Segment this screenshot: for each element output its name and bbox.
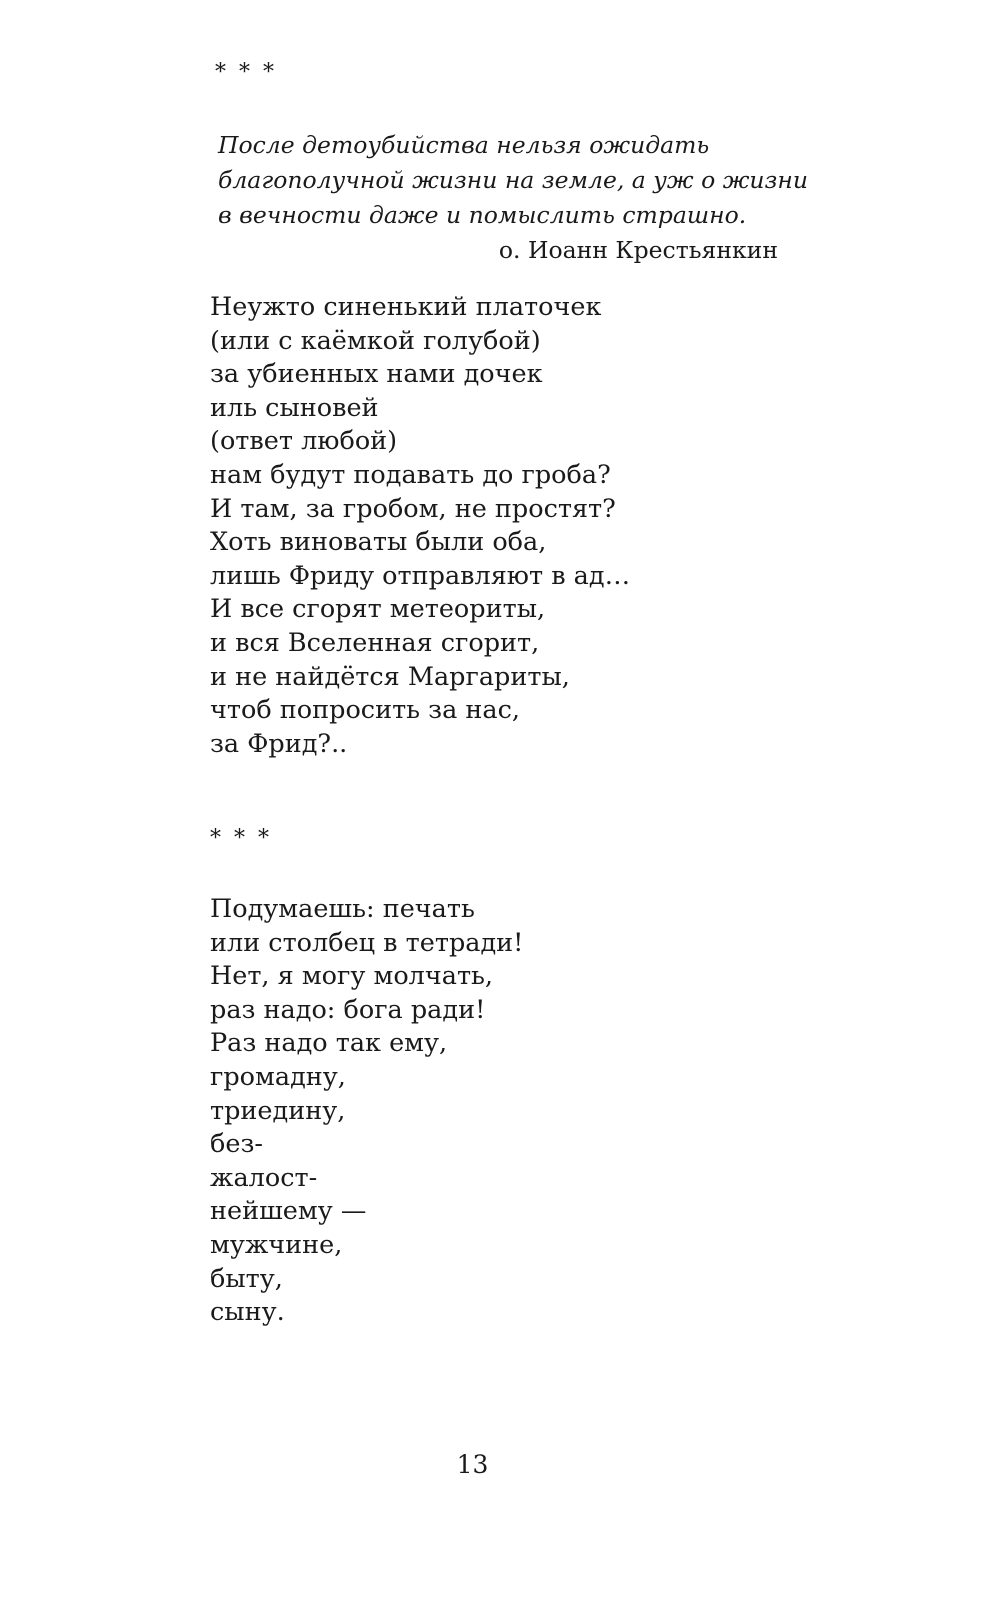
poem-line: (ответ любой)	[210, 426, 398, 457]
poem-line: за Фрид?..	[210, 728, 348, 759]
section-separator: * * *	[210, 826, 272, 851]
poem-line: нам будут подавать до гроба?	[210, 459, 611, 490]
poem-line: (или с каёмкой голубой)	[210, 325, 541, 356]
page-number: 13	[456, 1450, 489, 1479]
poem-line: триедину,	[210, 1095, 346, 1126]
poem-line: и не найдётся Маргариты,	[210, 661, 570, 692]
poem-line: нейшему —	[210, 1196, 367, 1227]
poem-line: сыну.	[210, 1297, 285, 1328]
epigraph-line: После детоубийства нельзя ожидать	[218, 131, 710, 159]
poem-line: за убиенных нами дочек	[210, 359, 543, 390]
poem-line: иль сыновей	[210, 392, 379, 423]
poem-2	[210, 893, 523, 1330]
poem-line: или столбец в тетради!	[210, 927, 524, 958]
epigraph-author: о. Иоанн Крестьянкин	[498, 236, 778, 264]
poem-line: мужчине,	[210, 1229, 343, 1260]
poem-line: и вся Вселенная сгорит,	[210, 627, 540, 658]
poem-1	[210, 291, 630, 761]
poem-line: без-	[210, 1129, 263, 1160]
poem-line: Нет, я могу молчать,	[210, 961, 494, 992]
section-separator: * * *	[215, 60, 277, 85]
poem-line: раз надо: бога ради!	[210, 994, 486, 1025]
poem-line: Подумаешь: печать	[210, 894, 475, 924]
poem-line: громадну,	[210, 1061, 346, 1092]
epigraph-line: в вечности даже и помыслить страшно.	[218, 201, 747, 229]
epigraph-line: благополучной жизни на земле, а уж о жизни	[218, 166, 808, 194]
poem-line: И все сгорят метеориты,	[210, 594, 546, 625]
epigraph	[218, 128, 808, 268]
poem-line: И там, за гробом, не простят?	[210, 493, 616, 524]
poem-line: лишь Фриду отправляют в ад…	[210, 560, 631, 591]
poem-line: Хоть виноваты были оба,	[210, 527, 547, 558]
poem-line: жалост-	[210, 1162, 318, 1193]
poem-line: Неужто синенький платочек	[210, 292, 602, 322]
poem-line: чтоб попросить за нас,	[210, 695, 520, 726]
epigraph-text	[218, 128, 808, 233]
poem-line: быту,	[210, 1263, 283, 1294]
poem-line: Раз надо так ему,	[210, 1028, 448, 1059]
